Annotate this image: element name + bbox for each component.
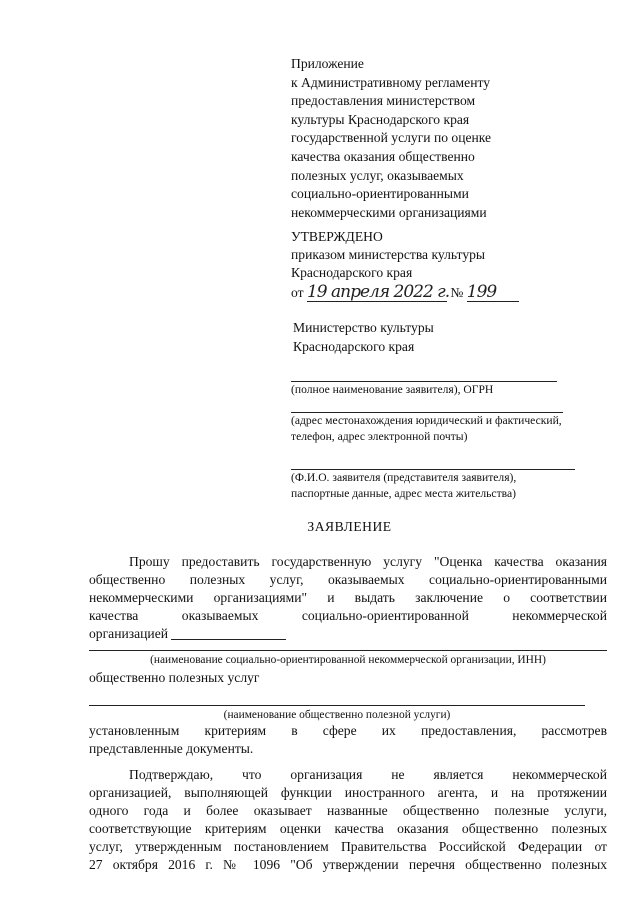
body-line-org <box>89 625 607 643</box>
body-line: общественно полезных услуг, оказываемых социально-ориентированными <box>89 572 607 587</box>
appendix-line: социально-ориентированными <box>291 186 469 202</box>
appendix-line: Приложение <box>291 56 364 71</box>
addressee-line: Министерство культуры <box>293 320 434 335</box>
org-label: организацией <box>89 626 169 641</box>
body-line: Подтверждаю, что организация не является некоммерческой <box>129 767 607 782</box>
field-caption: телефон, адрес электронной почты) <box>291 430 468 443</box>
body-line: качества оказываемых социально-ориентированной некоммерческой <box>89 608 607 623</box>
field-caption: паспортные данные, адрес места жительства) <box>291 487 516 500</box>
fio-field <box>291 469 575 502</box>
body-line: некоммерческими организациями" и выдать заключение о соответствии <box>89 590 607 605</box>
body-line: Прошу предоставить государственную услугу "Оценка качества оказания <box>129 554 607 569</box>
appendix-header <box>291 55 591 222</box>
appendix-line: культуры Краснодарского края <box>291 111 470 127</box>
approval-stamp <box>291 228 591 305</box>
services-label: общественно полезных услуг <box>89 670 260 685</box>
field-caption: (наименование социально-ориентированной некоммерческой организации, ИНН) <box>150 654 546 666</box>
applicant-name-field <box>291 381 557 398</box>
body-line: одного года и более оказывает названные общественно полезные услуги, <box>89 803 607 818</box>
appendix-line: полезных услуг, оказываемых <box>291 167 464 183</box>
appendix-line: к Административному регламенту <box>291 74 491 90</box>
field-caption: (наименование общественно полезной услуги) <box>223 709 451 721</box>
from-label: от <box>291 284 304 300</box>
appendix-line: некоммерческими организациями <box>291 204 487 220</box>
body-line: услуг, утвержденным постановлением Правительства Российской Федерации от <box>89 839 607 854</box>
field-caption: (Ф.И.О. заявителя (представителя заявителя), <box>291 471 517 484</box>
approved-line: приказом министерства культуры <box>291 247 486 263</box>
org-name-field <box>89 650 607 687</box>
field-caption: (полное наименование заявителя), ОГРН <box>291 383 494 396</box>
addressee-line: Краснодарского края <box>293 339 415 354</box>
body-line: организацией, выполняющей функции иностранного агента, и на протяжении <box>89 785 607 800</box>
approved-heading: УТВЕРЖДЕНО <box>291 229 383 244</box>
addressee <box>293 318 434 356</box>
body-line: соответствующие критериям оценки качества оказания общественно полезных <box>89 821 607 836</box>
body-paragraph-3 <box>89 766 607 874</box>
handwritten-date: 19 апреля 2022 г. <box>306 281 450 302</box>
address-field <box>291 412 563 445</box>
appendix-line: качества оказания общественно <box>291 148 475 164</box>
handwritten-number: 199 <box>467 283 519 302</box>
body-paragraph-1 <box>89 553 607 643</box>
field-caption: (адрес местонахождения юридический и фактический, <box>291 414 562 427</box>
body-line: установленным критериям в сфере их предоставления, рассмотрев <box>89 723 607 738</box>
approved-line: Краснодарского края <box>291 265 413 281</box>
document-title: ЗАЯВЛЕНИЕ <box>307 519 392 534</box>
blank-line <box>171 639 286 640</box>
appendix-line: предоставления министерством <box>291 93 476 109</box>
number-label: № <box>450 284 464 300</box>
body-paragraph-2 <box>89 722 607 758</box>
body-line: представленные документы. <box>89 741 254 756</box>
order-number-line <box>291 283 591 305</box>
body-line: 27 октября 2016 г. № 1096 "Об утверждении перечня общественно полезных <box>89 857 607 872</box>
appendix-line: государственной услуги по оценке <box>291 130 492 146</box>
